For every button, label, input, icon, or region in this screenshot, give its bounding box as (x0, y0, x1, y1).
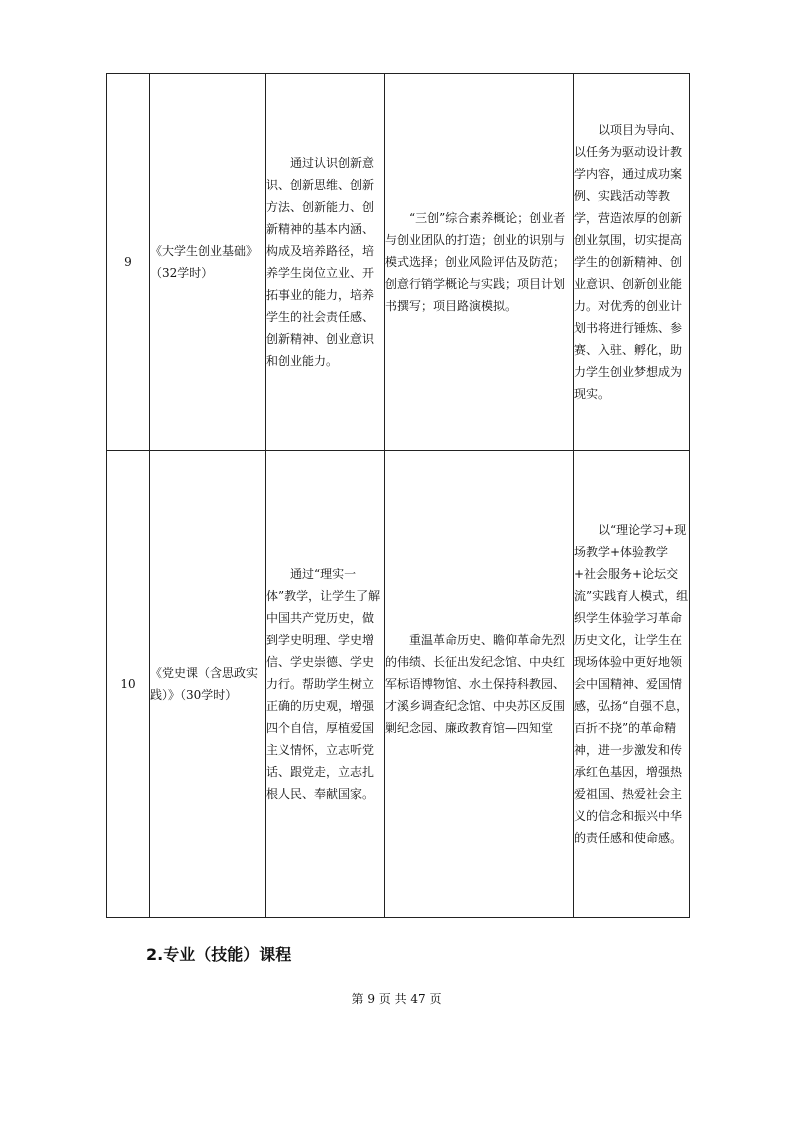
course-table (106, 73, 690, 918)
course-content: 重温革命历史、瞻仰革命先烈的伟绩、长征出发纪念馆、中央红军标语博物馆、水土保持科教园、才溪乡调查纪念馆、中央苏区反围剿纪念园、廉政教育馆—四知堂 (385, 451, 574, 918)
row-index: 10 (107, 451, 150, 918)
course-content: “三创”综合素养概论；创业者与创业团队的打造；创业的识别与模式选择；创业风险评估及防范；创意行销学概论与实践；项目计划书撰写；项目路演模拟。 (385, 74, 574, 451)
page-number: 第 9 页 共 47 页 (351, 992, 442, 1006)
table-row (107, 74, 690, 451)
teaching-method: 以“理论学习+现场教学+体验教学+社会服务+论坛交流”实践育人模式，组织学生体验学习革命历史文化，让学生在现场体验中更好地领会中国精神、爱国情感，弘扬“自强不息，百折不挠”的革命精神，进一步激发和传承红色基因，增强热爱祖国、热爱社会主义的信念和振兴中华的责任感和使命感。 (574, 451, 690, 918)
course-objectives: 通过“理实一体”教学，让学生了解中国共产党历史，做到学史明理、学史增信、学史崇德、学史力行。帮助学生树立正确的历史观，增强四个自信，厚植爱国主义情怀，立志听党话、跟党走，立志扎根人民、奉献国家。 (266, 451, 385, 918)
table-row (107, 451, 690, 918)
section-heading: 2.专业（技能）课程 (146, 945, 292, 964)
teaching-method: 以项目为导向、以任务为驱动设计教学内容，通过成功案例、实践活动等教学，营造浓厚的创新创业氛围，切实提高学生的创新精神、创业意识、创新创业能力。对优秀的创业计划书将进行锤炼、参赛、入驻、孵化，助力学生创业梦想成为现实。 (574, 74, 690, 451)
course-name: 《大学生创业基础》（32学时） (150, 74, 266, 451)
course-objectives: 通过认识创新意识、创新思维、创新方法、创新能力、创新精神的基本内涵、构成及培养路径，培养学生岗位立业、开拓事业的能力，培养学生的社会责任感、创新精神、创业意识和创业能力。 (266, 74, 385, 451)
course-name: 《党史课（含思政实践）》（30学时） (150, 451, 266, 918)
row-index: 9 (107, 74, 150, 451)
